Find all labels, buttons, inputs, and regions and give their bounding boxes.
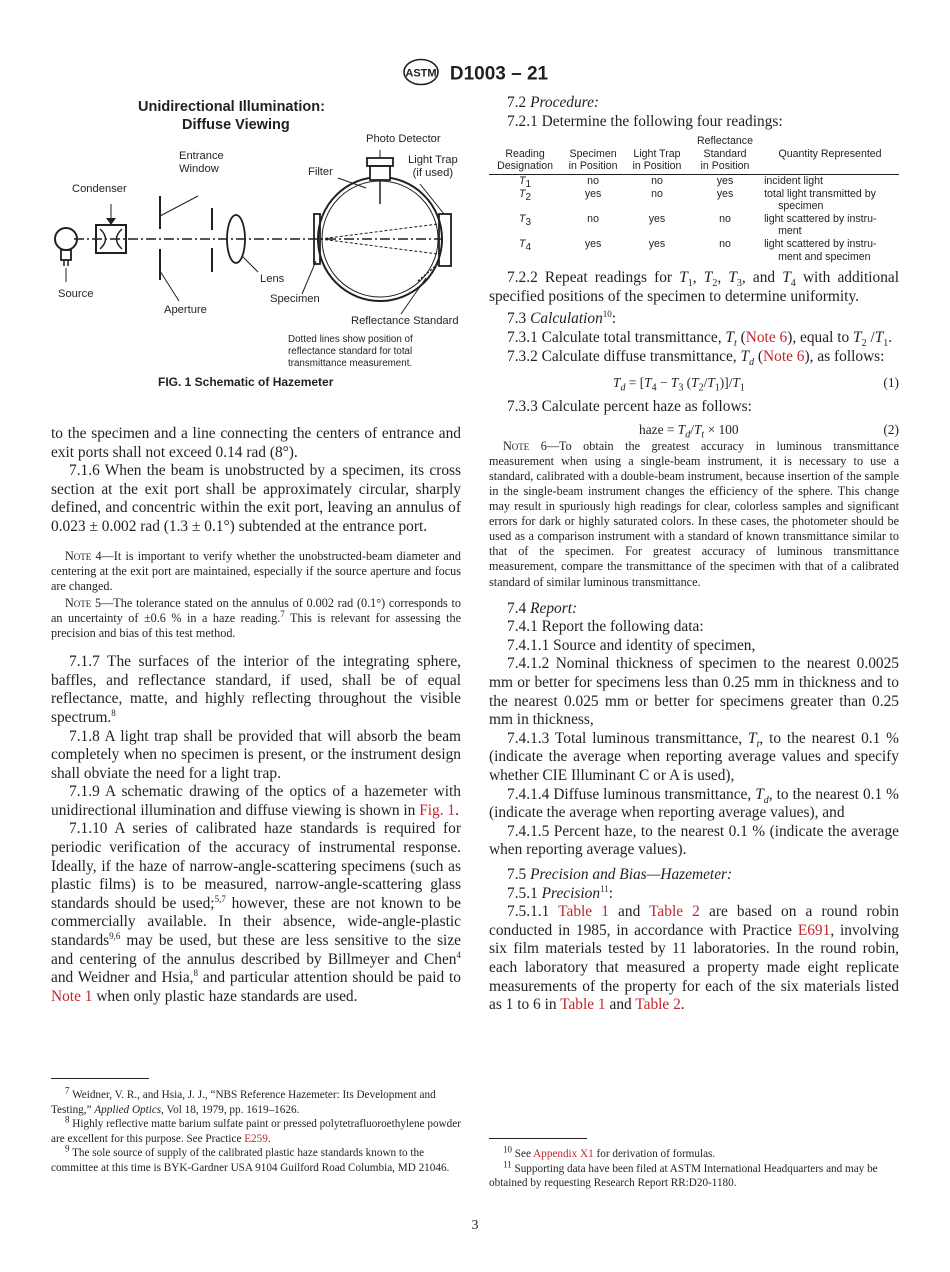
section-7-3: 7.3 Calculation$^{10}$: [507,309,617,328]
dotted-lines-note [288,334,413,369]
header-line: in Position [568,160,618,173]
label-line: (if used) [412,167,454,179]
quantity-text: total light transmitted by [764,187,876,200]
header-line: Reflectance [697,135,753,148]
fig-1-link[interactable]: Fig. 1 [419,801,456,819]
header-line: Designation [497,160,554,173]
footnote-mark: 11 [503,1158,512,1169]
text: , to the nearest 0.1 % (indicate the average when reporting average values), and [489,785,899,822]
note-6 [489,439,899,590]
page-header [0,58,950,91]
footnote-8 [51,1114,461,1146]
t-symbol: T [519,212,526,225]
note-6-link[interactable]: Note 6 [745,328,788,346]
section-7-2-2: 7.2.2 Repeat readings for $T_1$, $T_2$, $T_3$, and $T_4$ with additional specified positions of the specimen to determine uniformity. [489,269,899,305]
section-7-4-1-4: 7.4.1.4 Diffuse luminous transmittance, $T_d$, to the nearest 0.1 % (indicate the average when reporting average values), and [489,785,899,822]
footnote-11 [489,1158,899,1191]
header-line: Quantity Represented [778,147,882,160]
label-line: Entrance [179,150,224,162]
label-source: Source [58,288,94,300]
note-4 [51,549,461,594]
cell-quantity [761,174,899,187]
equation-1 [489,370,899,396]
section-number: 7.3 [507,310,527,328]
section-7-1-8: 7.1.8 A light trap shall be provided that will absorb the beam completely when no specimen is present, or the instrument design shall obviate the need for a light trap. [51,727,461,782]
page-number: 3 [471,1218,479,1233]
label-condenser: Condenser [72,183,127,195]
text: 7.1.7 The surfaces of the interior of the integrating sphere, baffles, and reflectance standard, if used, shall be of equal reflectance, matte, and highly reflecting throughout the visible spectrum. [51,653,461,726]
table-2-link[interactable]: Table 2 [649,903,700,921]
equation-number: (2) [883,421,899,437]
footnote-ref: 9,6 [109,930,121,941]
header-line: in Position [632,160,682,173]
text: . [680,996,685,1014]
col-reflectance-standard [689,135,761,174]
text: and [605,996,636,1014]
footnote-ref: 10 [602,309,612,320]
label-line: Window [179,163,219,175]
text: 7.3.2 Calculate diffuse transmittance, [507,347,741,365]
section-7-3-1: 7.3.1 Calculate total transmittance, $T_t$ (Note 6), equal to $T_2$ $/T_1$. [507,328,893,349]
note-5 [51,596,461,641]
col-quantity-represented [761,135,899,174]
cell: no [651,174,663,187]
cell: yes [648,212,666,225]
text: for derivation of formulas. [593,1148,716,1160]
cell-designation [489,188,561,213]
quantity-text: specimen [778,200,824,213]
text: with additional specified positions of the specimen to determine uniformity. [489,269,899,305]
left-footnotes [51,1085,461,1176]
note-line: reflectance standard for total [288,345,413,357]
section-7-1-7 [51,653,461,727]
section-number: 7.2 [507,94,527,111]
text: and [608,903,650,921]
readings-table [489,135,899,263]
standard-code: D1003 – 21 [449,63,549,85]
section-7-3-3: 7.3.3 Calculate percent haze as follows: [507,398,752,416]
table-1-link[interactable]: Table 1 [558,903,609,921]
text: , involving six film materials tested by 11 laboratories. In the round robin, each laboratory that measured a property made eight replicate measurements of the property for each of the six materials listed as 1 to 6 in [489,921,899,1014]
text: , to the nearest 0.1 % (indicate the average when reporting average values and specify whether CIE Illuminant C or A is used), [489,729,900,784]
section-7-4 [489,600,899,619]
section-7-3-2: 7.3.2 Calculate diffuse transmittance, $T_d$ (Note 6), as follows: [507,347,885,368]
footnote-ref: 8 [193,968,199,979]
note-1-link[interactable]: Note 1 [51,987,93,1005]
quantity-text: incident light [764,174,823,187]
equation-body: haze = $T_d/T_t \times 100$ [639,421,739,441]
section-7-1-10 [51,820,461,1006]
header-line: Reading [505,147,545,160]
text: The sole source of supply of the calibrated plastic haze standards known to the committee at this time is BYK-Gardner USA 9104 Guilford Road Columbia, MD 21046. [51,1147,450,1174]
text: when only plastic haze standards are used. [92,987,358,1005]
note-label: Note [65,548,92,563]
label-photo-detector: Photo Detector [366,133,441,145]
t-symbol: T [519,187,526,200]
label-aperture: Aperture [164,304,207,316]
section-title: Calculation [530,310,603,328]
header-line: Standard [703,147,747,160]
text: and particular attention should be paid to [198,969,462,987]
right-footnotes [489,1144,899,1191]
section-title: Report: [530,599,578,617]
text: 7.4.1.4 Diffuse luminous transmittance, [507,785,756,803]
cell: no [587,174,599,187]
section-title: Procedure: [530,94,600,111]
figure-caption: FIG. 1 Schematic of Hazemeter [158,375,334,389]
note-text: 6—To obtain the greatest accuracy in luminous transmittance measurement when using a single-beam instrument, it is necessary to use a standard, calibrated with a double-beam instrument, because insertion of the sample in the single-beam instrument changes the efficiency of the sphere. This change may result in spuriously high readings for clear, colorless samples and significant errors for dark or highly saturated colors. In these cases, the photometer should be used as a comparison instrument with a standard of known transmittance similar to that of the specimen. For greatest accuracy of luminous transmittance measurement, compare the transmittance of the specimen with that of a calibrated standard of similar luminous transmittance. [489,438,899,589]
section-number: 7.5 [507,865,527,883]
t-subscript: 2 [525,191,532,203]
equation-number: (1) [883,375,899,391]
footnote-10 [489,1144,899,1162]
text: Highly reflective matte barium sulfate paint or pressed polytetrafluoroethylene powder are excellent for this purpose. See Practice [51,1118,461,1145]
equation-body: $T_d = [T_4 - T_3$ $(T_2/T_1)]/T_1$ [613,375,745,394]
cell-quantity [761,188,899,213]
col-reading-designation [489,135,561,174]
text: . [455,801,459,819]
section-7-5-1: 7.5.1 Precision$^{11}$: [507,883,614,902]
cell: yes [716,187,734,200]
section-7-4-1-5: 7.4.1.5 Percent haze, to the nearest 0.1 % (indicate the average when reporting average values). [489,822,899,859]
cell-designation [489,238,561,263]
col-specimen-in-position [561,135,625,174]
note-line: Dotted lines show position of [288,334,413,345]
section-7-5-1-1 [489,903,899,1015]
footnote-mark: 10 [503,1144,512,1155]
section-title: Precision and Bias—Hazemeter: [530,865,733,883]
cell: no [719,212,731,225]
footnote-mark: 7 [65,1085,70,1096]
t-symbol: T [519,237,526,250]
table-row [489,188,899,213]
note-text: 4—It is important to verify whether the unobstructed-beam diameter and centering at the exit port are maintained, especially if the source aperture and focus are changed. [51,548,461,593]
text: however, these are not known to be commercially available. In their absence, wide-angle-plastic standards [51,894,462,950]
note-line: transmittance measurement. [288,357,413,369]
footnote-9 [51,1143,461,1175]
cell: yes [648,237,666,250]
text: ), as follows: [804,347,885,365]
note-label: Note [503,438,530,453]
cell-designation [489,174,561,191]
label-reflectance-standard: Reflectance Standard [351,315,459,327]
cell: no [651,187,663,200]
footnote-ref: 7 [280,608,285,619]
footnote-ref: 5,7 [214,893,226,904]
appendix-x1-link[interactable]: Appendix X1 [533,1148,594,1160]
section-7-2 [489,94,899,113]
section-number: 7.4 [507,599,527,617]
t-subscript: 3 [525,216,532,228]
text: . [267,1132,271,1145]
text: 7.1.10 A series of calibrated haze standards is required for periodic verification of the accuracy of instrumental response. Ideally, if the haze of narrow-angle-scattering specimens (such as plastic films) is to be measured, narrow-angle-scattering glass standards should be used; [51,820,461,912]
note-text: 5—The tolerance stated on the annulus of 0.002 rad (0.1°) corresponds to an uncertainty of ±0.6 % in a haze reading. [51,595,461,625]
text: 7.3.1 Calculate total transmittance, [507,328,726,346]
header-line: Light Trap [633,147,681,160]
e691-link[interactable]: E691 [797,921,831,939]
cell: yes [584,237,602,250]
label-light-trap [408,154,458,180]
text: may be used, but these are less sensitive to the size and centering of the annulus described by Billmeyer and Chen [51,932,461,968]
footnote-7 [51,1085,461,1117]
section-number: 7.5.1 [507,884,538,902]
text: 7.2.2 Repeat readings for [507,269,680,287]
cell: yes [716,174,734,187]
text: Supporting data have been filed at ASTM International Headquarters and may be obtained by requesting Research Report RR:D20-1180. [489,1162,878,1190]
t-subscript: 1 [525,179,532,191]
cell: no [587,212,599,225]
cell: yes [584,187,602,200]
footnote-rule [51,1078,149,1079]
figure-title-line: Diffuse Viewing [182,117,290,133]
text: 7.4.1.3 Total luminous transmittance, [507,729,749,747]
header-line: in Position [700,160,750,173]
note-6-link[interactable]: Note 6 [763,347,805,365]
text: , and [741,269,783,287]
right-column [489,94,899,1015]
col-light-trap-in-position [625,135,689,174]
label-lens: Lens [260,273,285,285]
equation-rhs: × 100 [707,421,739,437]
table-2-link[interactable]: Table 2 [635,996,681,1014]
quantity-text: ment [778,225,802,238]
text: See [512,1148,534,1160]
text: and Weidner and Hsia, [51,969,194,987]
section-7-4-1-3: 7.4.1.3 Total luminous transmittance, $T_t$, to the nearest 0.1 % (indicate the average when reporting average values and specify whether CIE Illuminant C or A is used), [489,729,900,784]
footnote-ref: 8 [111,707,116,718]
text: 7.5.1.1 [507,903,559,921]
label-line: Light Trap [408,154,458,166]
label-filter: Filter [308,166,333,178]
text: Weidner, V. R., and Hsia, J. J., “NBS Reference Hazemeter: Its Development and Testing,” [51,1089,436,1116]
journal-title: Applied Optics [94,1103,162,1116]
e259-link[interactable]: E259 [244,1132,268,1145]
equation-2 [489,419,899,439]
figure-title-line: Unidirectional Illumination: [138,99,325,115]
note-text: This is relevant for assessing the precision and bias of this test method. [51,610,461,641]
footnote-rule [489,1138,587,1139]
quantity-text: light scattered by instru- [764,212,877,225]
text: , Vol 18, 1979, pp. 1619–1626. [161,1103,300,1116]
left-column [51,425,461,1006]
text: ), equal to [787,328,854,346]
section-7-1-9 [51,783,461,820]
text: 7.1.9 A schematic drawing of the optics of a hazemeter with unidirectional illumination and diffuse viewing is shown in [51,783,461,819]
t-subscript: 4 [525,242,532,254]
section-7-5 [489,866,899,885]
table-1-link[interactable]: Table 1 [560,996,606,1014]
cell-quantity [761,213,899,238]
footnote-mark: 8 [65,1114,70,1125]
table-row [489,238,899,263]
astm-logo-icon [402,58,440,91]
footnote-ref: 11 [600,883,609,894]
section-7-4-1: 7.4.1 Report the following data: [507,618,704,636]
section-7-1-6: 7.1.6 When the beam is unobstructed by a specimen, its cross section at the exit port shall be approximately circular, sharply defined, and concentric within the exit port, leaving an annulus of 0.023 ± 0.002 rad (1.3 ± 0.1°) subtended at the entrance port. [51,462,461,535]
section-title: Precision [541,884,601,902]
cell-quantity [761,238,899,263]
footnote-mark: 9 [65,1143,70,1154]
quantity-text: ment and specimen [778,250,871,263]
equation-lhs: haze [639,421,664,437]
svg-text:ASTM: ASTM [405,67,437,80]
header-line: Specimen [569,147,617,160]
table-row [489,174,899,187]
paragraph: to the specimen and a line connecting the centers of entrance and exit ports shall not exceed 0.14 rad (8°). [51,425,461,461]
note-label: Note [65,595,92,610]
t-symbol: T [519,174,526,187]
footnote-ref: 4 [456,949,461,960]
label-specimen: Specimen [270,293,320,305]
section-7-4-1-2: 7.4.1.2 Nominal thickness of specimen to the nearest 0.0025 mm or better for specimens less than 0.25 mm in thickness and to the nearest 0.025 mm or better for specimens greater than 0.25 mm in thickness, [489,655,899,729]
cell-designation [489,213,561,238]
figure-1 [46,96,466,396]
cell: no [719,237,731,250]
section-7-4-1-1: 7.4.1.1 Source and identity of specimen, [507,636,756,654]
quantity-text: light scattered by instru- [764,237,877,250]
label-entrance-window [179,150,224,176]
text: are based on a round robin conducted in 1985, in accordance with Practice [489,903,899,939]
table-row [489,213,899,238]
section-7-2-1: 7.2.1 Determine the following four readings: [507,112,783,130]
